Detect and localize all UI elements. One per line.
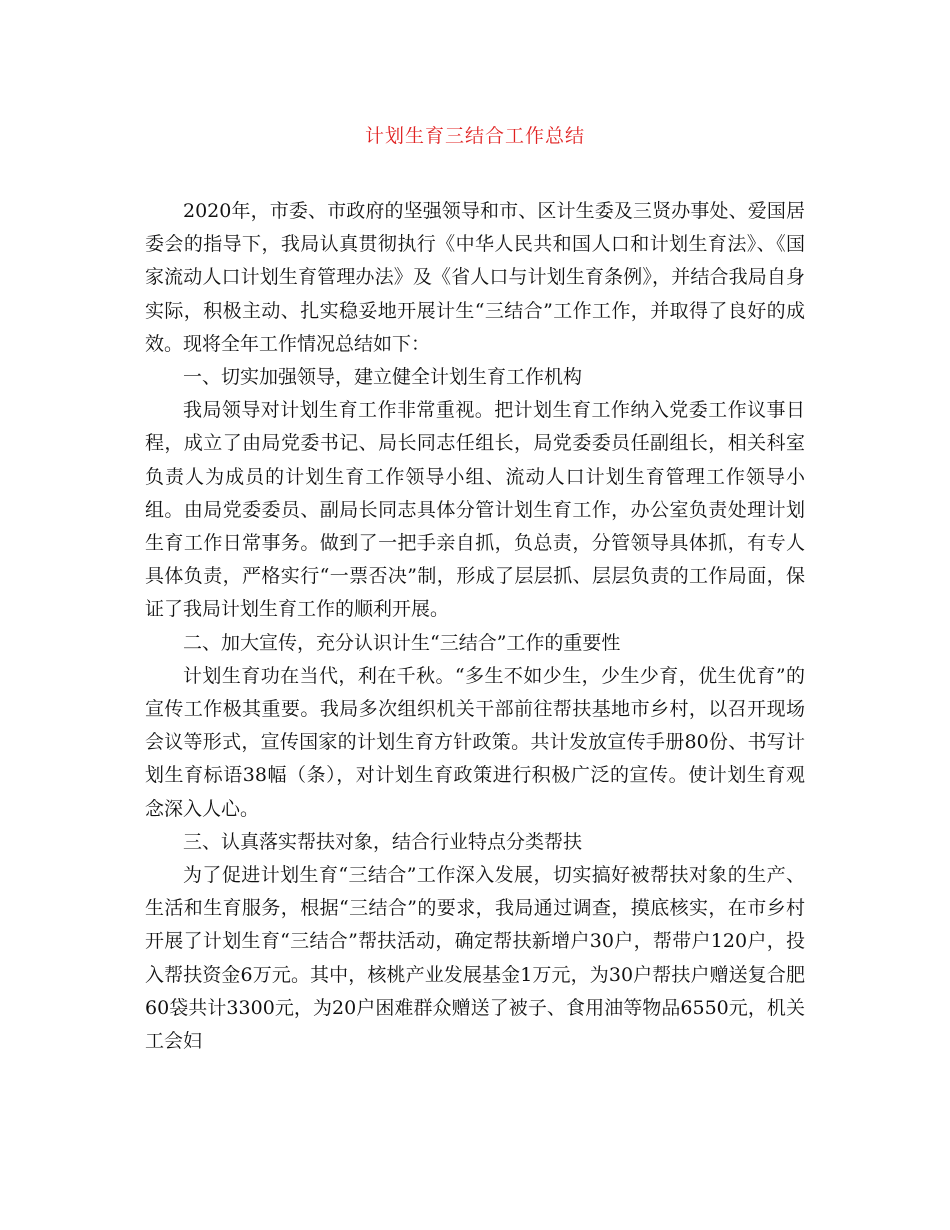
paragraph-intro: 2020年，市委、市政府的坚强领导和市、区计生委及三贤办事处、爱国居委会的指导下，我局认真贯彻执行《中华人民共和国人口和计划生育法》、《国家流动人口计划生育管理办法》及《省人口与计划生育条例》，并结合我局自身实际，积极主动、扎实稳妥地开展计生“三结合”工作工作，并取得了良好的成效。现将全年工作情况总结如下：: [145, 200, 805, 355]
paragraph-publicity: 计划生育功在当代，利在千秋。“多生不如少生，少生少育，优生优育”的宣传工作极其重要。我局多次组织机关干部前往帮扶基地市乡村，以召开现场会议等形式，宣传国家的计划生育方针政策。共计发放宣传手册80份、书写计划生育标语38幅（条），对计划生育政策进行积极广泛的宣传。使计划生育观念深入人心。: [145, 664, 805, 820]
document-title: 计划生育三结合工作总结: [364, 125, 585, 147]
paragraph-leadership: 我局领导对计划生育工作非常重视。把计划生育工作纳入党委工作议事日程，成立了由局党委书记、局长同志任组长，局党委委员任副组长，相关科室负责人为成员的计划生育工作领导小组、流动人口计划生育管理工作领导小组。由局党委委员、副局长同志具体分管计划生育工作，办公室负责处理计划生育工作日常事务。做到了一把手亲自抓，负总责，分管领导具体抓，有专人具体负责，严格实行“一票否决”制，形成了层层抓、层层负责的工作局面，保证了我局计划生育工作的顺利开展。: [145, 399, 805, 621]
section-heading-1: 一、切实加强领导，建立健全计划生育工作机构: [183, 366, 583, 389]
paragraph-assistance: 为了促进计划生育“三结合”工作深入发展，切实搞好被帮扶对象的生产、生活和生育服务，根据“三结合”的要求，我局通过调查，摸底核实，在市乡村开展了计划生育“三结合”帮扶活动，确定帮扶新增户30户，帮带户120户，投入帮扶资金6万元。其中，核桃产业发展基金1万元，为30户帮扶户赠送复合肥60袋共计3300元，为20户困难群众赠送了被子、食用油等物品6550元，机关工会妇: [145, 864, 805, 1053]
section-heading-2: 二、加大宣传，充分认识计生“三结合”工作的重要性: [183, 631, 621, 654]
document-body: [145, 195, 805, 1058]
section-heading-3: 三、认真落实帮扶对象，结合行业特点分类帮扶: [183, 830, 583, 853]
